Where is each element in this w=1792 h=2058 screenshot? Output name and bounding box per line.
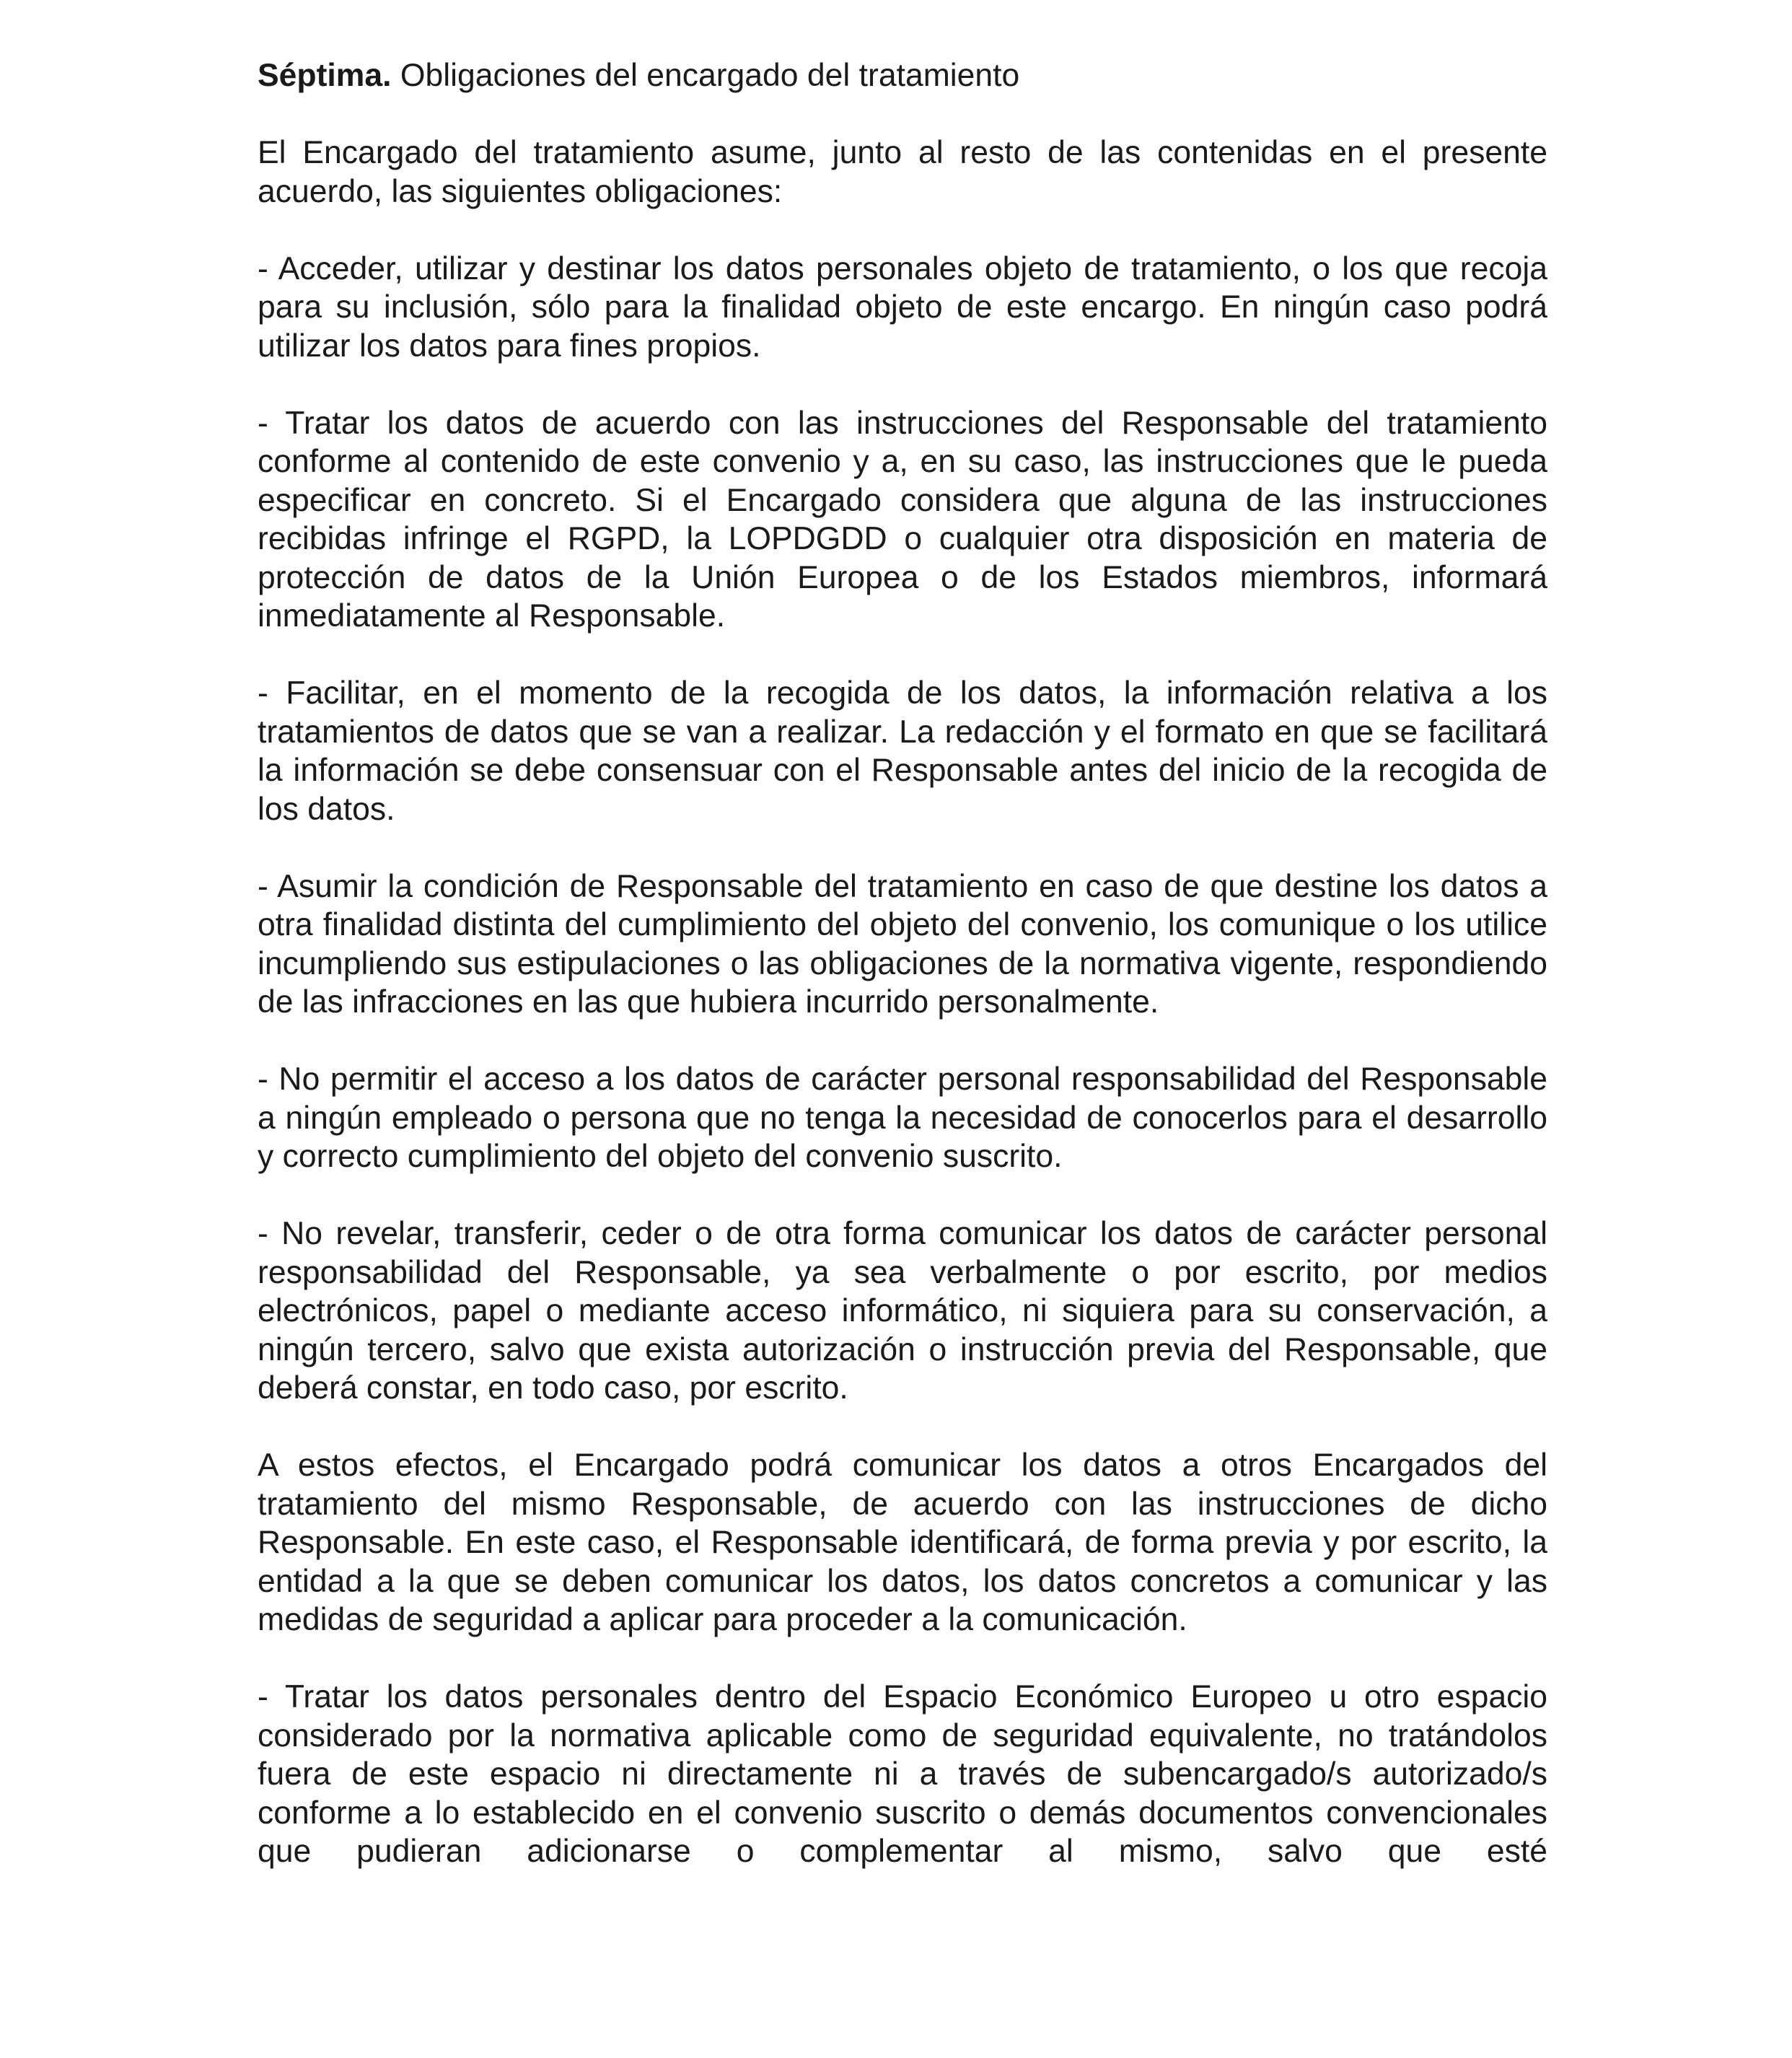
paragraph-no-permitir: - No permitir el acceso a los datos de carácter personal responsabilidad del Responsable a ningún empleado o persona que no tenga la necesidad de conocerlos para el desarrollo y correcto cumplimiento del objeto del convenio suscrito. [258, 1061, 1547, 1174]
section-title: Obligaciones del encargado del tratamiento [400, 58, 1020, 93]
paragraph-a-estos-efectos: A estos efectos, el Encargado podrá comunicar los datos a otros Encargados del tratamiento del mismo Responsable, de acuerdo con las instrucciones de dicho Responsable. En este caso, el Responsable identificará, de forma previa y por escrito, la entidad a la que se deben comunicar los datos, los datos concretos a comunicar y las medidas de seguridad a aplicar para proceder a la comunicación. [258, 1448, 1547, 1637]
document-page [258, 56, 1547, 1871]
paragraph-tratar-eee: - Tratar los datos personales dentro del Espacio Económico Europeo u otro espacio considerado por la normativa aplicable como de seguridad equivalente, no tratándolos fuera de este espacio ni directamente ni a través de subencargado/s autorizado/s conforme a lo establecido en el convenio suscrito o demás documentos convencionales que pudieran adicionarse o complementar al mismo, salvo que esté [258, 1679, 1547, 1869]
section-number: Séptima. [258, 58, 392, 93]
paragraph-intro: El Encargado del tratamiento asume, junto al resto de las contenidas en el presente acuerdo, las siguientes obligaciones: [258, 135, 1547, 209]
paragraph-acceder: - Acceder, utilizar y destinar los datos personales objeto de tratamiento, o los que recoja para su inclusión, sólo para la finalidad objeto de este encargo. En ningún caso podrá utilizar los datos para fines propios. [258, 250, 1547, 364]
paragraph-facilitar: - Facilitar, en el momento de la recogida de los datos, la información relativa a los tratamientos de datos que se van a realizar. La redacción y el formato en que se facilitará la información se debe consensuar con el Responsable antes del inicio de la recogida de los datos. [258, 675, 1547, 827]
paragraph-no-revelar: - No revelar, transferir, ceder o de otra forma comunicar los datos de carácter personal responsabilidad del Responsable, ya sea verbalmente o por escrito, por medios electrónicos, papel o mediante acceso informático, ni siquiera para su conservación, a ningún tercero, salvo que exista autorización o instrucción previa del Responsable, que deberá constar, en todo caso, por escrito. [258, 1216, 1547, 1406]
section-heading [258, 56, 1547, 95]
paragraph-asumir: - Asumir la condición de Responsable del tratamiento en caso de que destine los datos a otra finalidad distinta del cumplimiento del objeto del convenio, los comunique o los utilice incumpliendo sus estipulaciones o las obligaciones de la normativa vigente, respondiendo de las infracciones en las que hubiera incurrido personalmente. [258, 868, 1547, 1020]
paragraph-tratar-instrucciones: - Tratar los datos de acuerdo con las instrucciones del Responsable del tratamiento conforme al contenido de este convenio y a, en su caso, las instrucciones que le pueda especificar en concreto. Si el Encargado considera que alguna de las instrucciones recibidas infringe el RGPD, la LOPDGDD o cualquier otra disposición en materia de protección de datos de la Unión Europea o de los Estados miembros, informará inmediatamente al Responsable. [258, 405, 1547, 634]
